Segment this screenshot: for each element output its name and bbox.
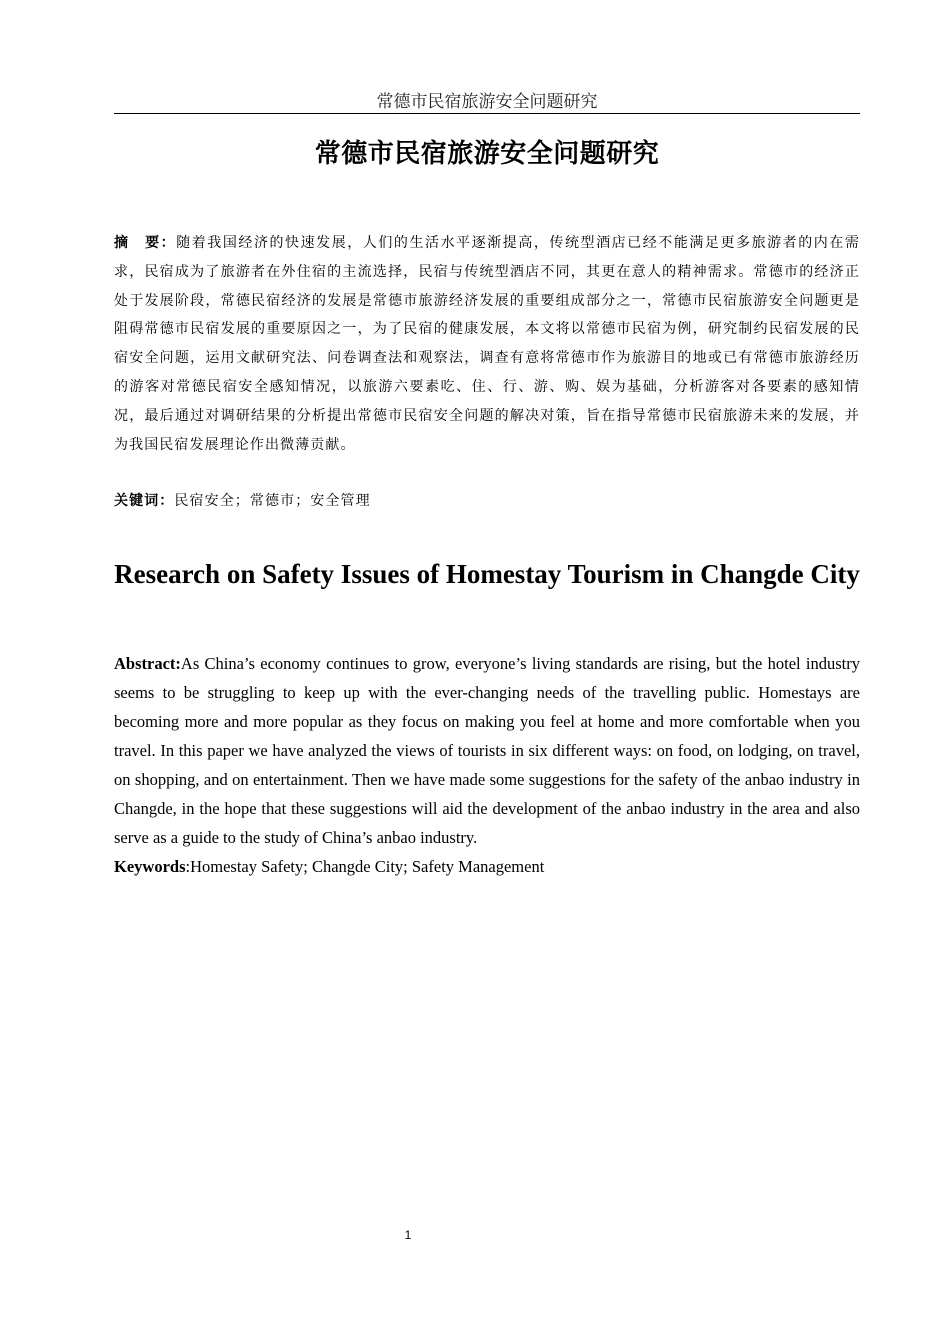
page-number: 1 bbox=[404, 1228, 412, 1242]
english-keywords bbox=[114, 852, 860, 881]
english-abstract-text: As China’s economy continues to grow, everyone’s living standards are rising, but the hotel industry seems to be struggling to keep up with the ever-changing needs of the travelling public. Homestays are becoming more and more popular as they focus on making you feel at home and more comfortable when you travel. In this paper we have analyzed the views of tourists in six different ways: on food, on lodging, on travel, on shopping, and on entertainment. Then we have made some suggestions for the safety of the anbao industry in Changde, in the hope that these suggestions will aid the development of the anbao industry in the area and also serve as a guide to the study of China’s anbao industry. bbox=[114, 654, 860, 847]
header-rule bbox=[114, 113, 860, 114]
running-header: 常德市民宿旅游安全问题研究 bbox=[376, 92, 598, 112]
chinese-keywords-text: 民宿安全；常德市；安全管理 bbox=[174, 493, 371, 509]
english-keywords-text: :Homestay Safety; Changde City; Safety Management bbox=[185, 857, 545, 876]
chinese-abstract bbox=[114, 229, 860, 459]
chinese-keywords-label: 关键词： bbox=[114, 493, 175, 509]
english-abstract bbox=[114, 649, 860, 852]
english-keywords-label: Keywords bbox=[114, 857, 186, 876]
chinese-title: 常德市民宿旅游安全问题研究 bbox=[314, 139, 660, 169]
english-title: Research on Safety Issues of Homestay Tourism in Changde City bbox=[114, 559, 860, 589]
chinese-abstract-label: 摘 要： bbox=[114, 235, 177, 251]
english-abstract-label: Abstract: bbox=[114, 654, 181, 673]
chinese-keywords bbox=[114, 488, 860, 514]
chinese-abstract-text: 随着我国经济的快速发展，人们的生活水平逐渐提高，传统型酒店已经不能满足更多旅游者的内在需求，民宿成为了旅游者在外住宿的主流选择，民宿与传统型酒店不同，其更在意人的精神需求。常德市的经济正处于发展阶段，常德民宿经济的发展是常德市旅游经济发展的重要组成部分之一，常德市民宿旅游安全问题更是阻碍常德市民宿发展的重要原因之一，为了民宿的健康发展，本文将以常德市民宿为例，研究制约民宿发展的民宿安全问题，运用文献研究法、问卷调查法和观察法，调查有意将常德市作为旅游目的地或已有常德市旅游经历的游客对常德民宿安全感知情况，以旅游六要素吃、住、行、游、购、娱为基础，分析游客对各要素的感知情况，最后通过对调研结果的分析提出常德市民宿安全问题的解决对策，旨在指导常德市民宿旅游未来的发展，并为我国民宿发展理论作出微薄贡献。 bbox=[114, 235, 860, 453]
